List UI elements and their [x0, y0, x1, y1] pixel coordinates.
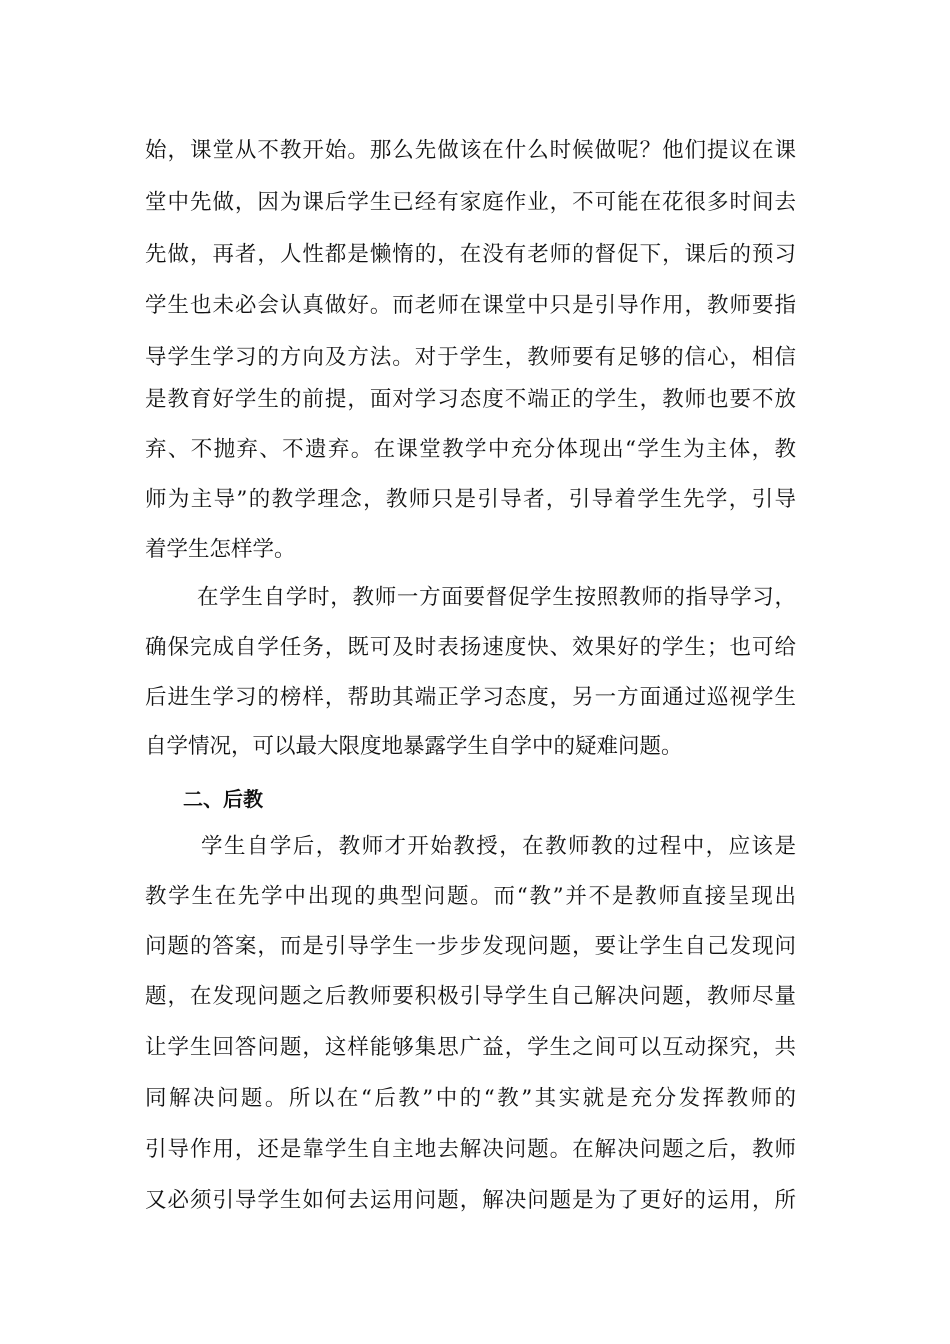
text-line: 堂中先做，因为课后学生已经有家庭作业，不可能在花很多时间去: [145, 190, 796, 215]
text-line: 后进生学习的榜样，帮助其端正学习态度，另一方面通过巡视学生: [145, 685, 796, 710]
section-heading: 二、后教: [183, 787, 263, 811]
text-line: 是教育好学生的前提，面对学习态度不端正的学生，教师也要不放: [145, 387, 796, 412]
paragraph-first-line: 在学生自学时，教师一方面要督促学生按照教师的指导学习，: [197, 585, 796, 610]
text-line: 导学生学习的方向及方法。对于学生，教师要有足够的信心，相信: [145, 345, 796, 370]
text-line: 自学情况，可以最大限度地暴露学生自学中的疑难问题。: [145, 734, 683, 759]
text-line: 引导作用，还是靠学生自主地去解决问题。在解决问题之后，教师: [145, 1137, 796, 1162]
text-line: 先做，再者，人性都是懒惰的，在没有老师的督促下，课后的预习: [145, 242, 796, 267]
text-line: 同解决问题。所以在“后教”中的“教”其实就是充分发挥教师的: [145, 1086, 796, 1111]
text-line: 又必须引导学生如何去运用问题，解决问题是为了更好的运用，所: [145, 1188, 796, 1213]
text-line: 题，在发现问题之后教师要积极引导学生自己解决问题，教师尽量: [145, 984, 796, 1009]
text-line: 学生也未必会认真做好。而老师在课堂中只是引导作用，教师要指: [145, 293, 796, 318]
text-line: 问题的答案，而是引导学生一步步发现问题，要让学生自己发现问: [145, 934, 796, 959]
text-line: 始，课堂从不教开始。那么先做该在什么时候做呢？他们提议在课: [145, 138, 796, 163]
text-line: 着学生怎样学。: [145, 537, 296, 562]
text-line: 让学生回答问题，这样能够集思广益，学生之间可以互动探究，共: [145, 1035, 796, 1060]
text-line: 弃、不抛弃、不遗弃。在课堂教学中充分体现出“学生为主体，教: [145, 437, 796, 462]
paragraph-first-line: 学生自学后，教师才开始教授，在教师教的过程中，应该是: [201, 834, 796, 859]
text-line: 确保完成自学任务，既可及时表扬速度快、效果好的学生；也可给: [145, 635, 796, 660]
text-line: 师为主导”的教学理念，教师只是引导者，引导着学生先学，引导: [145, 487, 796, 512]
text-line: 教学生在先学中出现的典型问题。而“教”并不是教师直接呈现出: [145, 884, 796, 909]
